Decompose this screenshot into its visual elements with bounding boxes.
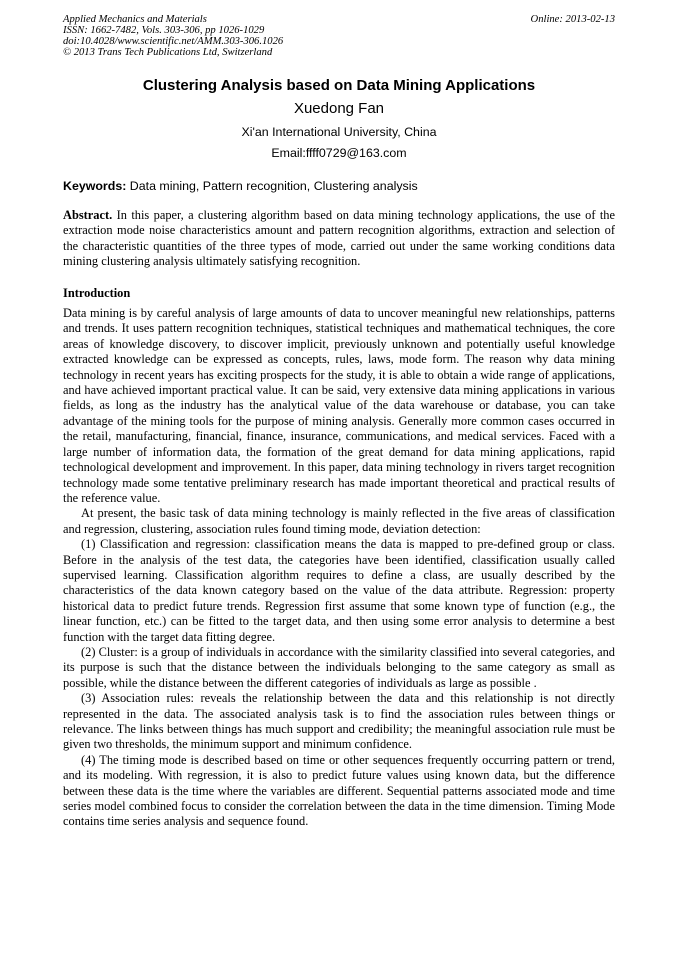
journal-header bbox=[63, 14, 615, 58]
author-name: Xuedong Fan bbox=[293, 100, 385, 117]
issn-line: ISSN: 1662-7482, Vols. 303-306, pp 1026-1029 bbox=[63, 25, 265, 36]
keywords-text: Data mining, Pattern recognition, Clustering analysis bbox=[126, 179, 418, 193]
abstract-label: Abstract. bbox=[63, 208, 113, 222]
paper-title: Clustering Analysis based on Data Mining Applications bbox=[142, 77, 536, 94]
online-date: Online: 2013-02-13 bbox=[530, 14, 615, 25]
section-heading-introduction: Introduction bbox=[63, 285, 131, 300]
abstract-paragraph bbox=[63, 208, 615, 270]
affiliation: Xi'an International University, China bbox=[241, 125, 437, 139]
author-email: Email:ffff0729@163.com bbox=[271, 146, 407, 160]
doi-line: doi:10.4028/www.scientific.net/AMM.303-306.1026 bbox=[63, 36, 284, 47]
keywords-label: Keywords: bbox=[63, 179, 127, 193]
intro-paragraph-association: (3) Association rules: reveals the relationship between the data and this relationship is not directly represented in the data. The associated analysis task is to find the association rules between things or relevance. The links between things has much support and credibility; the meaningful association rule must be given two thresholds, the minimum support and minimum confidence. bbox=[63, 691, 615, 752]
intro-paragraph-cluster: (2) Cluster: is a group of individuals in accordance with the similarity classified into several categories, and its purpose is such that the distance between the individuals belonging to the same category as small as possible, while the distance between the different categories of individuals as large as possible . bbox=[63, 644, 615, 690]
abstract-text: In this paper, a clustering algorithm based on data mining technology applications, the use of the extraction mode noise characteristics amount and pattern recognition algorithms, extraction and selection of the characteristic quantities of the three types of mode, carried out under the same working conditions data mining clustering analysis ultimately satisfying recognition. bbox=[63, 208, 615, 269]
copyright-line: © 2013 Trans Tech Publications Ltd, Switzerland bbox=[63, 47, 273, 58]
journal-name: Applied Mechanics and Materials bbox=[63, 14, 207, 25]
intro-paragraph-2: At present, the basic task of data mining technology is mainly reflected in the five areas of classification and regression, clustering, association rules found timing mode, deviation detection: bbox=[63, 506, 615, 536]
intro-paragraph-1: Data mining is by careful analysis of large amounts of data to uncover meaningful new relationships, patterns and trends. It uses pattern recognition techniques, statistical techniques and mathematical techniques, the core areas of knowledge discovery, to discover implicit, previously unknown and potentially useful knowledge extracted knowledge can be expressed as concepts, rules, laws, mode form. The reason why data mining technology in recent years has exciting prospects for the study, it is able to obtain a wide range of applications, and have achieved important practical value. It can be said, very extensive data mining applications in various fields, as long as the industry has the analytical value of the data warehouse or database, you can take advantage of the mining tools for the purpose of mining analysis. Generally more common cases occurred in the retail, manufacturing, financial, finance, insurance, communications, and medical services. Faced with a large number of information data, the formation of the great demand for data mining applications, rapid technological development and improvement. In this paper, data mining technology in rivers target recognition technology made some tentative preliminary research has made important theoretical and practical results of the reference value. bbox=[63, 306, 615, 505]
intro-paragraph-classification: (1) Classification and regression: classification means the data is mapped to pre-defined group or class. Before in the analysis of the test data, the categories have been identified, classification usually called supervised learning. Classification algorithm requires to define a class, are usually described by the characteristics of the data known category based on the value of the data attribute. Regression: property historical data to predict future trends. Regression first assume that some known type of function (e.g., the linear function, etc.) can be fitted to the target data, and then using some error analysis to determine a best function with the target data fitting degree. bbox=[63, 537, 615, 644]
intro-paragraph-timing: (4) The timing mode is described based on time or other sequences frequently occurring pattern or trend, and its modeling. With regression, it is also to predict future values using known data, but the difference between these data is the time where the variables are different. Sequential patterns associated mode and time series model combined focus to consider the correlation between the data in the time dimension. Timing Mode contains time series analysis and sequence found. bbox=[63, 752, 615, 829]
keywords-line bbox=[63, 178, 615, 194]
